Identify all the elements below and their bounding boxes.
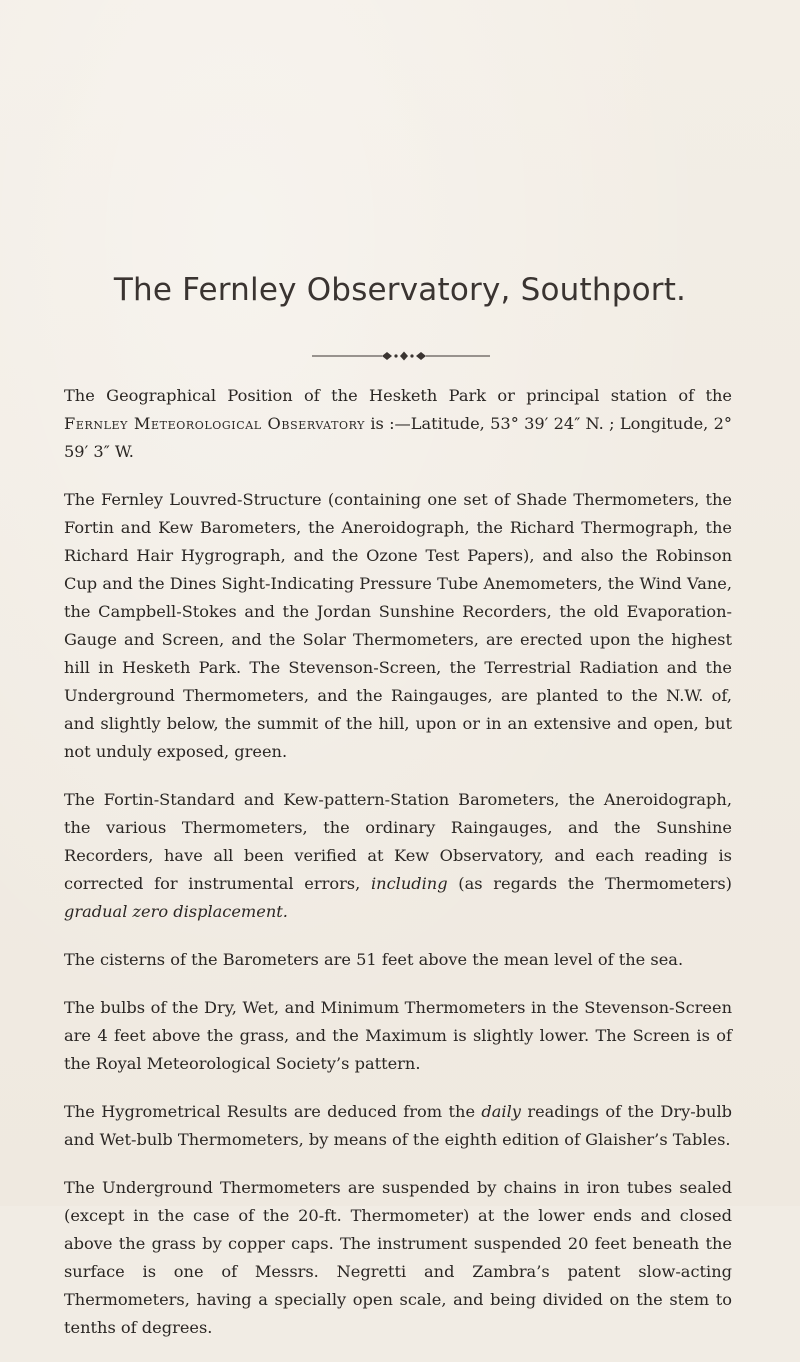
body-text	[64, 382, 732, 1362]
italic-text: gradual zero displacement.	[64, 902, 288, 921]
text-run: The Hygrometrical Results are deduced from the	[64, 1102, 482, 1121]
italic-text: daily	[481, 1102, 521, 1121]
ornament-divider	[312, 350, 490, 362]
paragraph-bulbs: The bulbs of the Dry, Wet, and Minimum Thermometers in the Stevenson-Screen are 4 feet above the grass, and the Maximum is slightly lower. The Screen is of the Royal Meteorological Society’s pattern.	[64, 998, 732, 1073]
italic-text: including	[370, 874, 448, 893]
text-run: The Fortin-Standard and Kew-pattern-Station Barometers, the Aneroidograph, the various Thermometers, the ordinary Raingauges, and the Sunshine Recorders, have all been verified at Kew Observatory, and each reading is corrected for instrumental errors,	[64, 790, 732, 893]
paragraph-cisterns: The cisterns of the Barometers are 51 feet above the mean level of the sea.	[64, 950, 684, 969]
page-title: The Fernley Observatory, Southport.	[113, 272, 687, 308]
text-run: is :—Latitude, 53° 39′ 24″ N. ; Longitude, 2° 59′ 3″ W.	[64, 414, 732, 461]
paragraph-geographical-position	[64, 382, 732, 466]
paragraph-hygrometrical	[64, 1098, 732, 1154]
paragraph-underground-thermometers: The Underground Thermometers are suspended by chains in iron tubes sealed (except in the case of the 20-ft. Thermometer) at the lower ends and closed above the grass by copper caps. The instrument suspended 20 feet beneath the surface is one of Messrs. Negretti and Zambra’s patent slow-acting Thermometers, having a specially open scale, and being divided on the stem to tenths of degrees.	[64, 1178, 732, 1337]
paragraph-barometers-verified	[64, 786, 732, 926]
paragraph-louvred-structure: The Fernley Louvred-Structure (containing one set of Shade Thermometers, the Fortin and Kew Barometers, the Aneroidograph, the Richard Thermograph, the Richard Hair Hygrograph, and the Ozone Test Papers), and also the Robinson Cup and the Dines Sight-Indicating Pressure Tube Anemometers, the Wind Vane, the Campbell-Stokes and the Jordan Sunshine Recorders, the old Evaporation-Gauge and Screen, and the Solar Thermometers, are erected upon the highest hill in Hesketh Park. The Stevenson-Screen, the Terrestrial Radiation and the Underground Thermometers, and the Raingauges, are planted to the N.W. of, and slightly below, the summit of the hill, upon or in an extensive and open, but not unduly exposed, green.	[64, 490, 732, 761]
observatory-name: Fernley Meteorological Observatory	[64, 414, 366, 433]
text-run: readings of the Dry-bulb and Wet-bulb Thermometers, by means of the eighth edition of Glaisher’s Tables.	[64, 1102, 733, 1149]
text-run: The Geographical Position of the Hesketh Park or principal station of the	[64, 386, 732, 405]
text-run: (as regards the Thermometers)	[447, 874, 732, 893]
